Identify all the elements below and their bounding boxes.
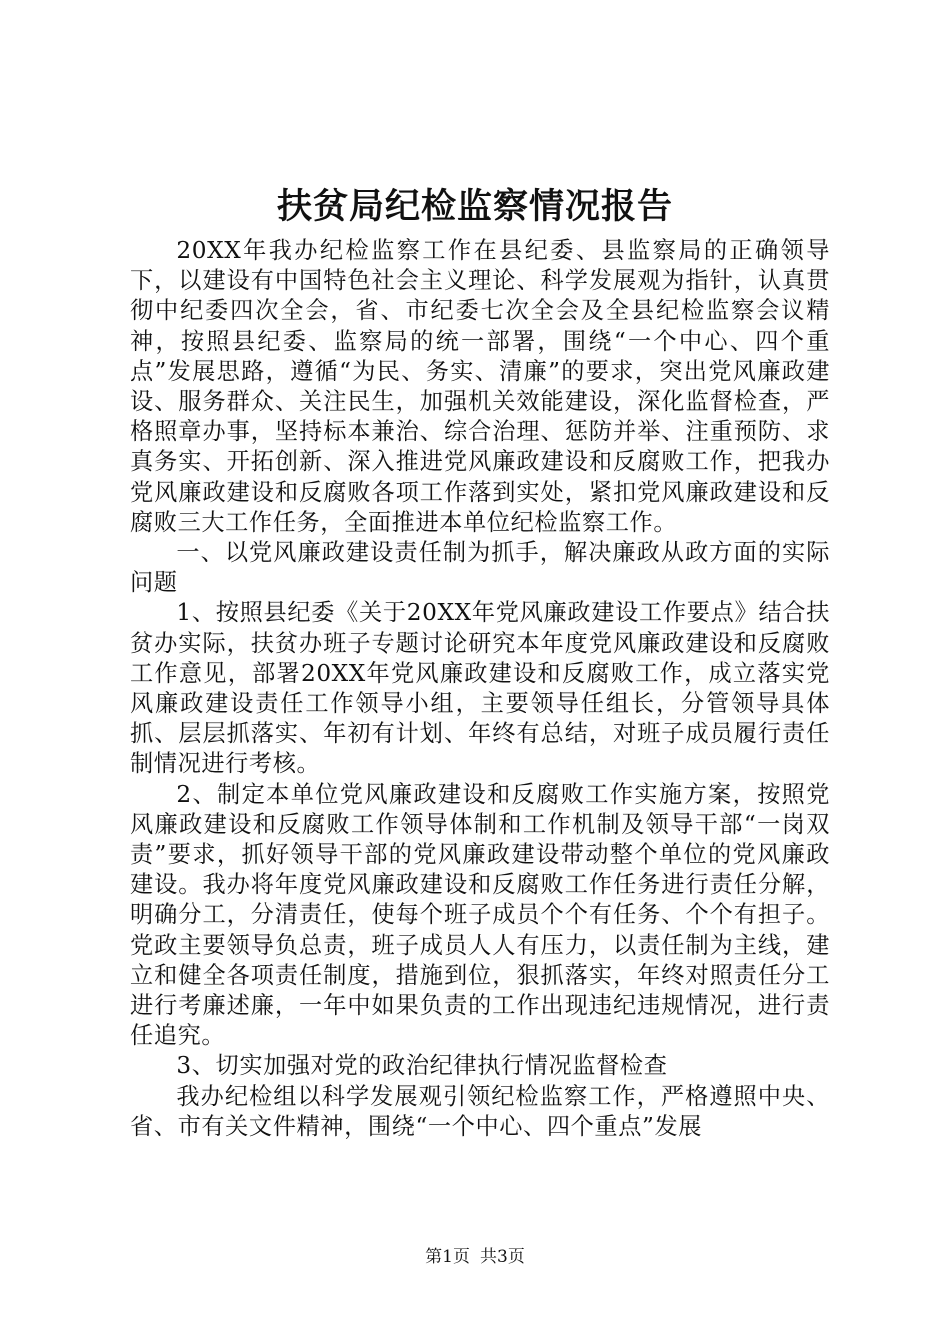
document-title: 扶贫局纪检监察情况报告 [276, 186, 673, 227]
paragraph-item-2: 2、制定本单位党风廉政建设和反腐败工作实施方案，按照党风廉政建设和反腐败工作领导体制和工作机制及领导干部“一岗双责”要求，抓好领导干部的党风廉政建设带动整个单位的党风廉政建设。我办将年度党风廉政建设和反腐败工作任务进行责任分解，明确分工，分清责任，使每个班子成员个个有任务、个个有担子。党政主要领导负总责，班子成员人人有压力，以责任制为主线，建立和健全各项责任制度，措施到位，狠抓落实，年终对照责任分工进行考廉述廉，一年中如果负责的工作出现违纪违规情况，进行责任追究。 [130, 780, 830, 1050]
paragraph-item-3-body: 我办纪检组以科学发展观引领纪检监察工作，严格遵照中央、省、市有关文件精神，围绕“一个中心、四个重点”发展 [130, 1082, 830, 1140]
paragraph-section-heading: 一、以党风廉政建设责任制为抓手，解决廉政从政方面的实际问题 [130, 539, 830, 597]
page-footer [0, 1246, 950, 1268]
paragraph-intro: 20XX年我办纪检监察工作在县纪委、县监察局的正确领导下，以建设有中国特色社会主义理论、科学发展观为指针，认真贯彻中纪委四次全会，省、市纪委七次全会及全县纪检监察会议精神，按照县纪委、监察局的统一部署，围绕“一个中心、四个重点”发展思路，遵循“为民、务实、清廉”的要求，突出党风廉政建设、服务群众、关注民生，加强机关效能建设，深化监督检查，严格照章办事，坚持标本兼治、综合治理、惩防并举、注重预防、求真务实、开拓创新、深入推进党风廉政建设和反腐败工作，把我办党风廉政建设和反腐败各项工作落到实处，紧扣党风廉政建设和反腐败三大工作任务，全面推进本单位纪检监察工作。 [130, 237, 830, 536]
page-number-current: 第1页 [425, 1247, 470, 1267]
page-number-total: 共3页 [480, 1247, 525, 1267]
paragraph-item-1: 1、按照县纪委《关于20XX年党风廉政建设工作要点》结合扶贫办实际，扶贫办班子专题讨论研究本年度党风廉政建设和反腐败工作意见，部署20XX年党风廉政建设和反腐败工作，成立落实党风廉政建设责任工作领导小组，主要领导任组长，分管领导具体抓、层层抓落实、年初有计划、年终有总结，对班子成员履行责任制情况进行考核。 [130, 599, 830, 778]
document-body [130, 236, 830, 1142]
paragraph-item-3-heading: 3、切实加强对党的政治纪律执行情况监督检查 [176, 1052, 668, 1080]
